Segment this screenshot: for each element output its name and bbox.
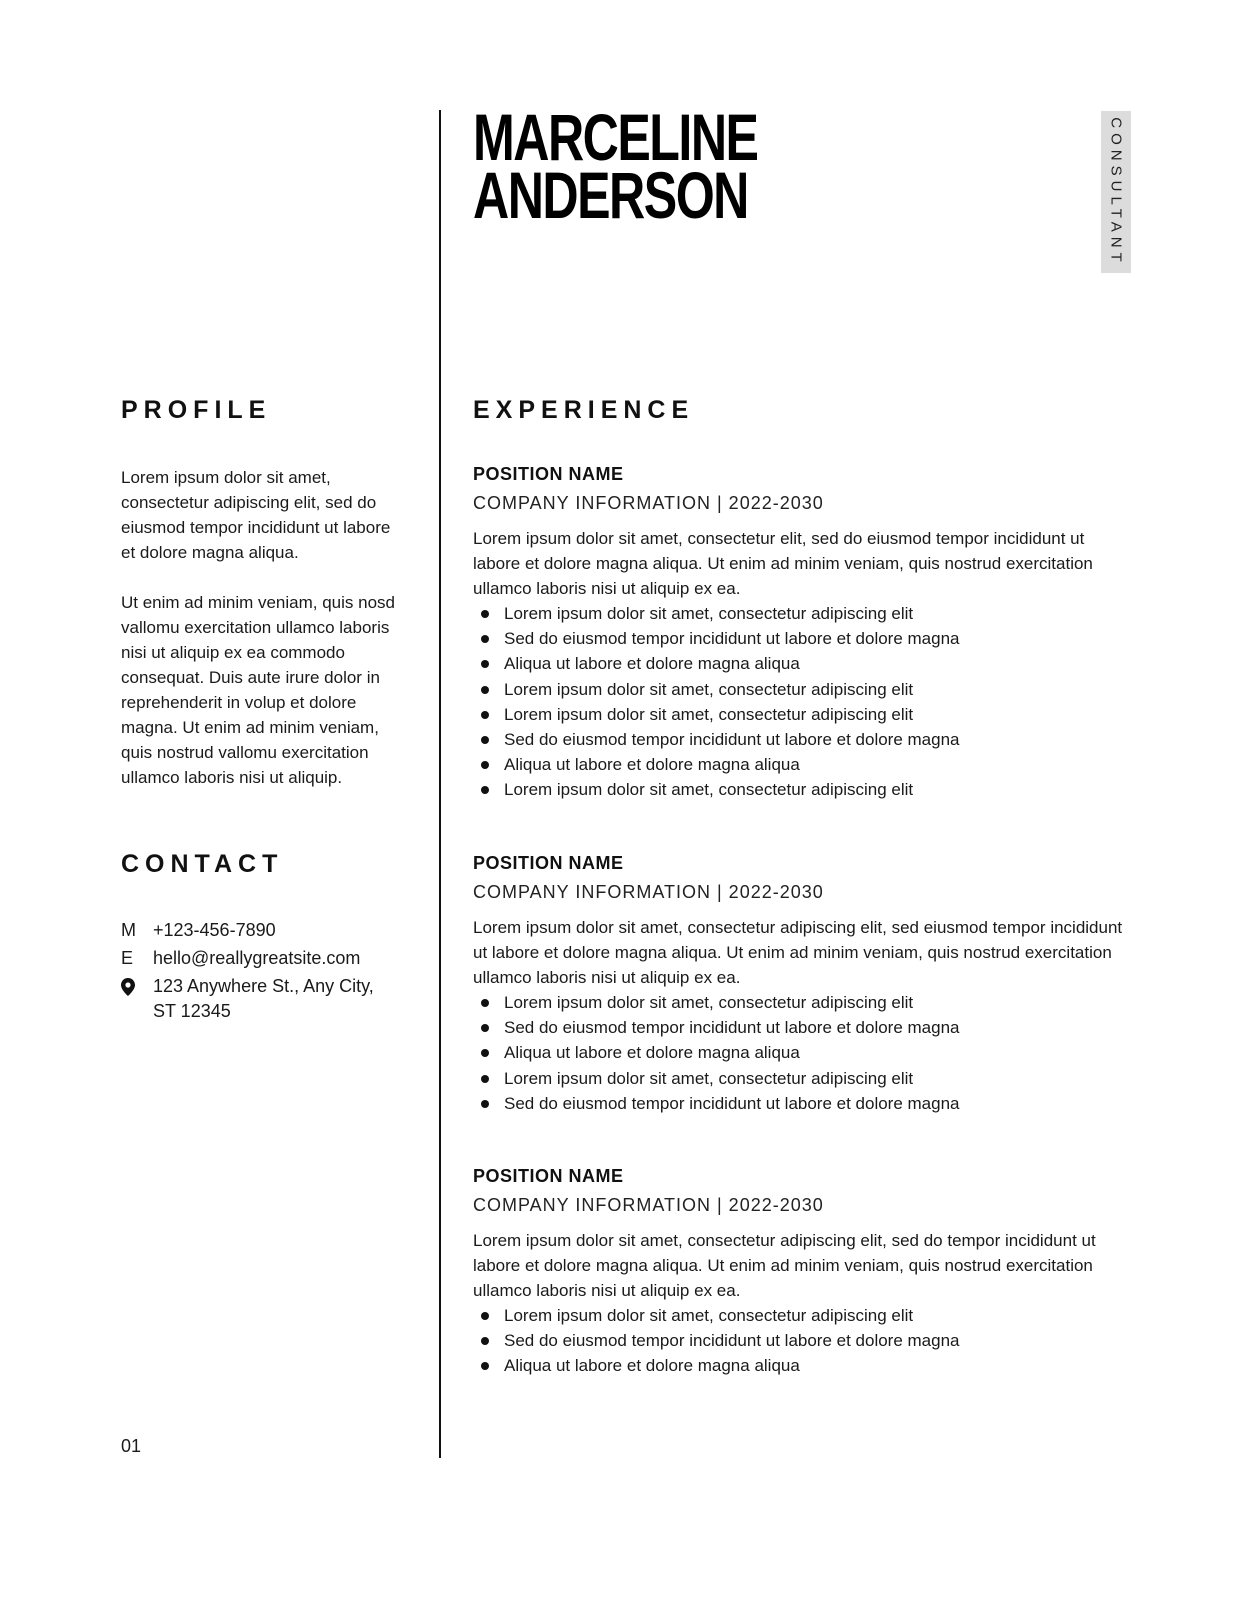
experience-entry bbox=[473, 851, 1128, 1116]
job-bullet-list bbox=[473, 1303, 1128, 1379]
list-item: Sed do eiusmod tempor incididunt ut labore et dolore magna bbox=[473, 1091, 1128, 1116]
role-label: CONSULTANT bbox=[1107, 117, 1125, 267]
experience-entry bbox=[473, 462, 1128, 803]
experience-entry bbox=[473, 1164, 1128, 1379]
list-item: Lorem ipsum dolor sit amet, consectetur adipiscing elit bbox=[473, 1303, 1128, 1328]
phone-label: M bbox=[121, 920, 136, 940]
job-description: Lorem ipsum dolor sit amet, consectetur adipiscing elit, sed do tempor incididunt ut labore et dolore magna aliqua. Ut enim ad minim veniam, quis nostrud exercitation ullamco laboris nisi ut aliquip ex ea. bbox=[473, 1231, 1096, 1300]
contact-email-row bbox=[121, 946, 421, 971]
location-pin-icon bbox=[121, 974, 153, 1024]
column-divider bbox=[439, 110, 441, 1458]
company-information: COMPANY INFORMATION | 2022-2030 bbox=[473, 882, 824, 902]
list-item: Aliqua ut labore et dolore magna aliqua bbox=[473, 651, 1128, 676]
profile-paragraph: Lorem ipsum dolor sit amet, consectetur adipiscing elit, sed do eiusmod tempor incididunt ut labore et dolore magna aliqua. bbox=[121, 468, 391, 562]
phone-value[interactable]: +123-456-7890 bbox=[153, 920, 276, 940]
list-item: Aliqua ut labore et dolore magna aliqua bbox=[473, 1040, 1128, 1065]
email-label: E bbox=[121, 948, 134, 968]
list-item: Lorem ipsum dolor sit amet, consectetur adipiscing elit bbox=[473, 702, 1128, 727]
job-bullet-list bbox=[473, 601, 1128, 803]
list-item: Lorem ipsum dolor sit amet, consectetur adipiscing elit bbox=[473, 1066, 1128, 1091]
list-item: Sed do eiusmod tempor incididunt ut labore et dolore magna bbox=[473, 727, 1128, 752]
list-item: Lorem ipsum dolor sit amet, consectetur adipiscing elit bbox=[473, 601, 1128, 626]
job-description: Lorem ipsum dolor sit amet, consectetur adipiscing elit, sed eiusmod tempor incididunt ut labore et dolore magna aliqua. Ut enim ad minim veniam, quis nostrud exercitation ullamco laboris nisi ut aliquip ex ea. bbox=[473, 918, 1123, 987]
last-name: ANDERSON bbox=[473, 158, 748, 232]
list-item: Sed do eiusmod tempor incididunt ut labore et dolore magna bbox=[473, 626, 1128, 651]
first-name: MARCELINE bbox=[473, 100, 758, 174]
profile-text bbox=[121, 465, 406, 790]
contact-phone-row bbox=[121, 918, 421, 943]
role-tag bbox=[1101, 111, 1131, 273]
list-item: Lorem ipsum dolor sit amet, consectetur adipiscing elit bbox=[473, 777, 1128, 802]
list-item: Sed do eiusmod tempor incididunt ut labore et dolore magna bbox=[473, 1015, 1128, 1040]
list-item: Sed do eiusmod tempor incididunt ut labore et dolore magna bbox=[473, 1328, 1128, 1353]
experience-heading: EXPERIENCE bbox=[473, 396, 695, 424]
candidate-name bbox=[473, 100, 758, 232]
contact-list bbox=[121, 918, 421, 1027]
position-name: POSITION NAME bbox=[473, 464, 624, 484]
position-name: POSITION NAME bbox=[473, 853, 624, 873]
contact-address-row bbox=[121, 974, 421, 1024]
address-value bbox=[153, 974, 421, 1024]
email-value[interactable]: hello@reallygreatsite.com bbox=[153, 948, 361, 968]
company-information: COMPANY INFORMATION | 2022-2030 bbox=[473, 1195, 824, 1215]
company-information: COMPANY INFORMATION | 2022-2030 bbox=[473, 493, 824, 513]
address-line-2: ST 12345 bbox=[153, 1001, 231, 1021]
profile-heading: PROFILE bbox=[121, 396, 272, 424]
address-line-1: 123 Anywhere St., Any City, bbox=[153, 976, 374, 996]
list-item: Aliqua ut labore et dolore magna aliqua bbox=[473, 1353, 1128, 1378]
list-item: Aliqua ut labore et dolore magna aliqua bbox=[473, 752, 1128, 777]
job-bullet-list bbox=[473, 990, 1128, 1116]
position-name: POSITION NAME bbox=[473, 1166, 624, 1186]
profile-paragraph: Ut enim ad minim veniam, quis nosd vallomu exercitation ullamco laboris nisi ut aliquip ex ea commodo consequat. Duis aute irure dolor in reprehenderit in volup et dolore magna. Ut enim ad minim veniam, quis nostrud vallomu exercitation ullamco laboris nisi ut aliquip. bbox=[121, 593, 396, 787]
contact-heading: CONTACT bbox=[121, 850, 284, 878]
list-item: Lorem ipsum dolor sit amet, consectetur adipiscing elit bbox=[473, 990, 1128, 1015]
job-description: Lorem ipsum dolor sit amet, consectetur elit, sed do eiusmod tempor incididunt ut labore et dolore magna aliqua. Ut enim ad minim veniam, quis nostrud exercitation ullamco laboris nisi ut aliquip ex ea. bbox=[473, 529, 1093, 598]
page-number: 01 bbox=[121, 1436, 142, 1456]
list-item: Lorem ipsum dolor sit amet, consectetur adipiscing elit bbox=[473, 677, 1128, 702]
